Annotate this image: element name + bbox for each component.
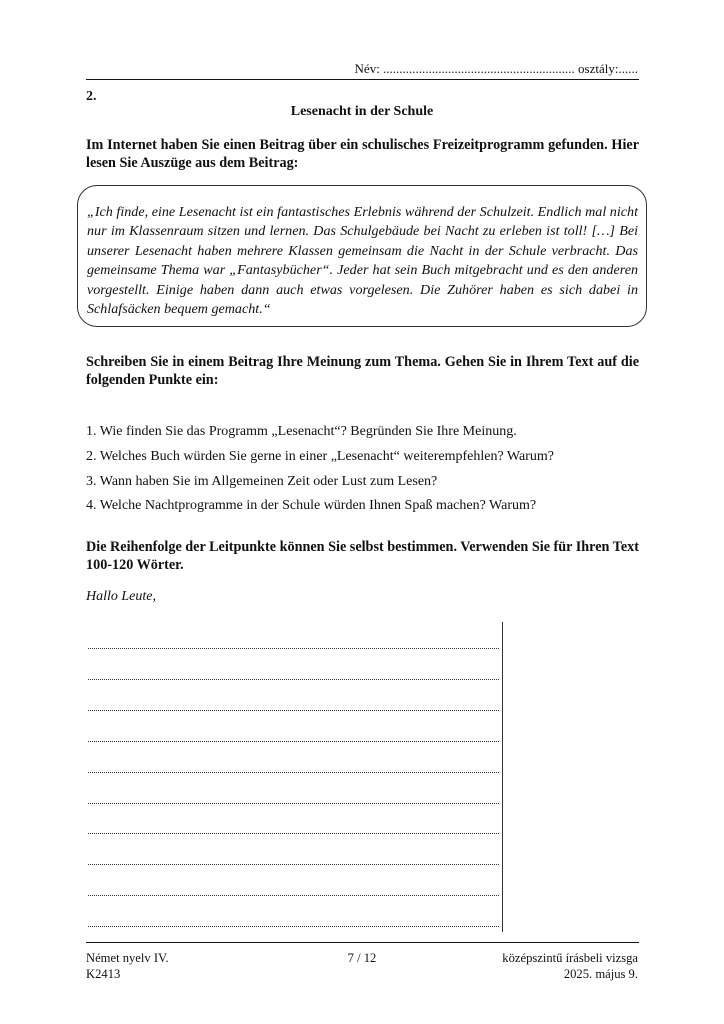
page-number: 7 / 12 [347, 951, 377, 965]
writing-line[interactable] [88, 803, 499, 804]
name-class-field[interactable]: Név: ........................................................... osztály:...... [354, 61, 638, 76]
guide-point: 1. Wie finden Sie das Programm „Lesenacht“? Begründen Sie Ihre Meinung. [86, 424, 517, 439]
writing-line[interactable] [88, 772, 499, 773]
writing-line[interactable] [88, 895, 499, 896]
task-intro: Im Internet haben Sie einen Beitrag über ein schulisches Freizeitprogramm gefunden. Hier lesen Sie Auszüge aus dem Beitrag: [86, 137, 639, 171]
writing-line[interactable] [88, 679, 499, 680]
greeting: Hallo Leute, [86, 589, 156, 604]
quote-text: „Ich finde, eine Lesenacht ist ein fantastisches Erlebnis während der Schulzeit. Endlich mal nicht nur im Klassenraum sitzen und lernen. Das Schulgebäude bei Nacht zu erleben ist toll! […] Bei unserer Lesenacht haben mehrere Klassen gemeinsam die Nacht in der Schule verbracht. Das gemeinsame Thema war „Fantasybücher“. Jeder hat sein Buch mitgebracht und es den anderen vorgestellt. Einige haben dann auch etwas vorgelesen. Die Zuhörer haben es sich dabei in Schlafsäcken bequem gemacht.“ [87, 204, 638, 318]
guide-point: 4. Welche Nachtprogramme in der Schule würden Ihnen Spaß machen? Warum? [86, 498, 537, 514]
task-instruction: Schreiben Sie in einem Beitrag Ihre Meinung zum Thema. Gehen Sie in Ihrem Text auf die folgenden Punkte ein: [86, 354, 639, 388]
header-divider [86, 79, 639, 80]
writing-line[interactable] [88, 864, 499, 865]
writing-line[interactable] [88, 926, 499, 927]
footer-code: K2413 [86, 967, 121, 981]
writing-line[interactable] [88, 741, 499, 742]
task-title: Lesenacht in der Schule [290, 104, 434, 119]
footer-subject: Német nyelv IV. [86, 951, 169, 965]
writing-line[interactable] [88, 648, 499, 649]
footer-exam-type: középszintű írásbeli vizsga [502, 951, 638, 965]
writing-line[interactable] [88, 710, 499, 711]
task-rules: Die Reihenfolge der Leitpunkte können Sie selbst bestimmen. Verwenden Sie für Ihren Text 100-120 Wörter. [86, 539, 639, 573]
footer-date: 2025. május 9. [563, 967, 638, 981]
guide-points-list [86, 420, 646, 519]
task-number: 2. [86, 89, 97, 104]
guide-point: 2. Welches Buch würden Sie gerne in einer „Lesenacht“ weiterempfehlen? Warum? [86, 448, 554, 464]
footer-right [502, 950, 638, 982]
writing-line[interactable] [88, 833, 499, 834]
guide-point: 3. Wann haben Sie im Allgemeinen Zeit oder Lust zum Lesen? [86, 473, 438, 489]
margin-line [502, 622, 503, 932]
footer-divider [86, 942, 639, 943]
